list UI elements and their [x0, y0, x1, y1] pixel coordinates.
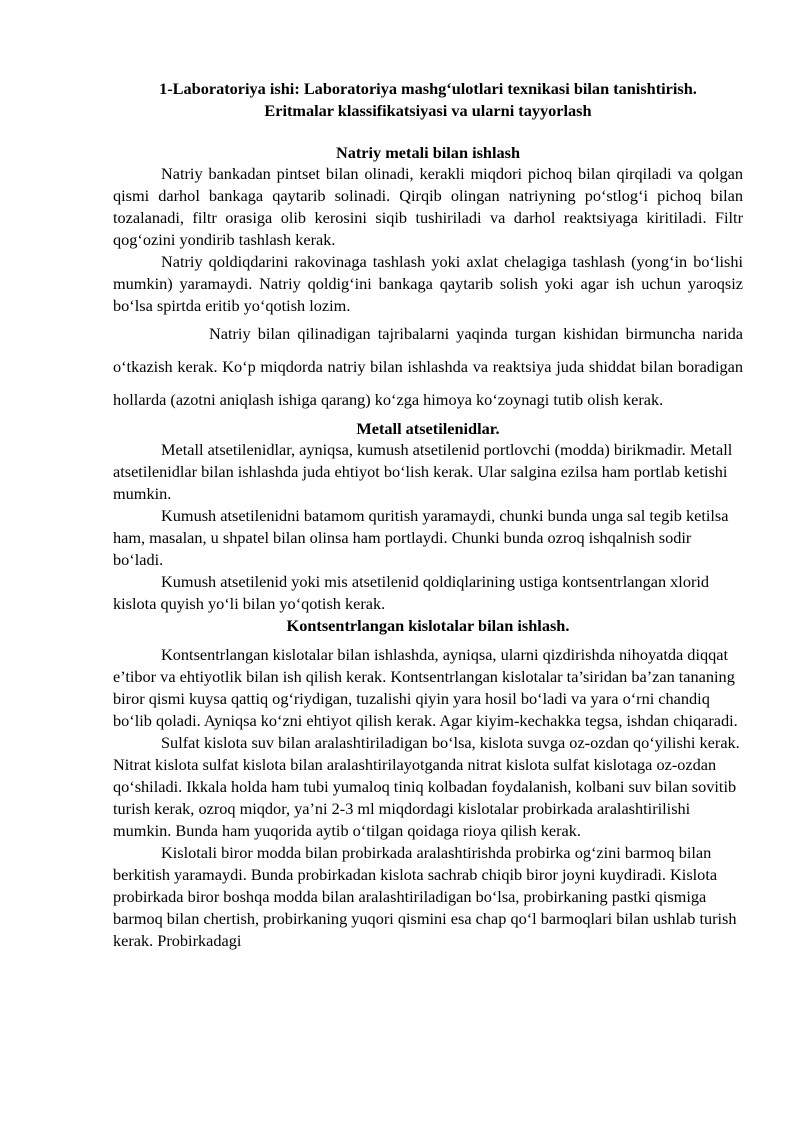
paragraph-acids-3: Kislotali biror modda bilan probirkada aralashtirishda probirka og‘zini barmoq bilan berkitish yaramaydi. Bunda probirkadan kislota sachrab chiqib biror joyni kuydiradi. Kislota probirkada biror boshqa modda bilan aralashtiriladigan bo‘lsa, probirkaning pastki qismiga barmoq bilan chertish, probirkaning yuqori qismini esa chap qo‘l barmoqlari bilan ushlab turish kerak. Probirkadagi [113, 843, 737, 950]
paragraph-acids-2: Sulfat kislota suv bilan aralashtiriladigan bo‘lsa, kislota suvga oz-ozdan qo‘yilishi kerak. Nitrat kislota sulfat kislota bilan aralashtirilayotganda nitrat kislota sulfat kislotaga oz-ozdan qo‘shiladi. Ikkala holda ham tubi yumaloq tiniq kolbadan foydalanish, kolbani suv bilan sovitib turish kerak, ozroq miqdor, ya’ni 2-3 ml miqdordagi kislotalar probirkada aralashtirilishi mumkin. Bunda ham yuqorida aytib o‘tilgan qoidaga rioya qilish kerak. [113, 733, 740, 840]
document-title [113, 78, 743, 122]
paragraph-sodium-2: Natriy qoldiqdarini rakovinaga tashlash yoki axlat chelagiga tashlash (yong‘in bo‘lishi mumkin) yaramaydi. Natriy qoldig‘ini bankaga qaytarib solish yoki agar ish uchun yaroqsiz bo‘lsa spirtda eritib yo‘qotish lozim. [113, 252, 743, 315]
paragraph-acetylides-2: Kumush atsetilenidni batamom quritish yaramaydi, chunki bunda unga sal tegib ketilsa ham, masalan, u shpatel bilan olinsa ham portlaydi. Chunki bunda ozroq ishqalnish sodir bo‘ladi. [113, 506, 729, 569]
title-line-1 [113, 78, 743, 100]
paragraph-sodium-3: Natriy bilan qilinadigan tajribalarni yaqinda turgan kishidan birmuncha narida o‘tkazish kerak. Ko‘p miqdorda natriy bilan ishlashda va reaktsiya juda shiddat bilan boradigan hollarda (azotni aniqlash ishiga qarang) ko‘zga himoya ko‘zoynagi tutib olish kerak. [113, 324, 743, 409]
section-heading-acids: Kontsentrlangan kislotalar bilan ishlash. [286, 616, 570, 635]
paragraph-acetylides-3: Kumush atsetilenid yoki mis atsetilenid qoldiqlarining ustiga kontsentrlangan xlorid kislota quyish yo‘li bilan yo‘qotish kerak. [113, 572, 710, 613]
paragraph-acids-1: Kontsentrlangan kislotalar bilan ishlashda, ayniqsa, ularni qizdirishda nihoyatda diqqat e’tibor va ehtiyotlik bilan ish qilish kerak. Kontsentrlangan kislotalar ta’siridan ba’zan tananing biror qismi kuysa qattiq og‘riydigan, tuzalishi qiyin yara hosil bo‘ladi va yara o‘rni chandiq bo‘lib qoladi. Ayniqsa ko‘zni ehtiyot qilish kerak. Agar kiyim-kechakka tegsa, ishdan chiqaradi. [113, 645, 738, 730]
section-heading-acetylides: Metall atsetilenidlar. [356, 419, 500, 438]
title-line-2: Eritmalar klassifikatsiyasi va ularni tayyorlash [264, 101, 592, 120]
title-lab-topic: : Laboratoriya mashg‘ulotlari texnikasi bilan tanishtirish. [294, 79, 697, 98]
paragraph-sodium-1: Natriy bankadan pintset bilan olinadi, kerakli miqdori pichoq bilan qirqiladi va qolgan qismi darhol bankaga qaytarib solinadi. Qirqib olingan natriyning po‘stlog‘i pichoq bilan tozalanadi, filtr orasiga olib kerosini siqib tushiriladi va darhol reaktsiyaga kiritiladi. Filtr qog‘ozini yondirib tashlash kerak. [113, 164, 743, 249]
title-lab-number: 1-Laboratoriya ishi [159, 79, 295, 98]
section-heading-sodium: Natriy metali bilan ishlash [335, 143, 521, 162]
document-page [113, 78, 743, 952]
paragraph-acetylides-1: Metall atsetilenidlar, ayniqsa, kumush atsetilenid portlovchi (modda) birikmadir. Metall atsetilenidlar bilan ishlashda juda ehtiyot bo‘lish kerak. Ular salgina ezilsa ham portlab ketishi mumkin. [113, 440, 733, 503]
